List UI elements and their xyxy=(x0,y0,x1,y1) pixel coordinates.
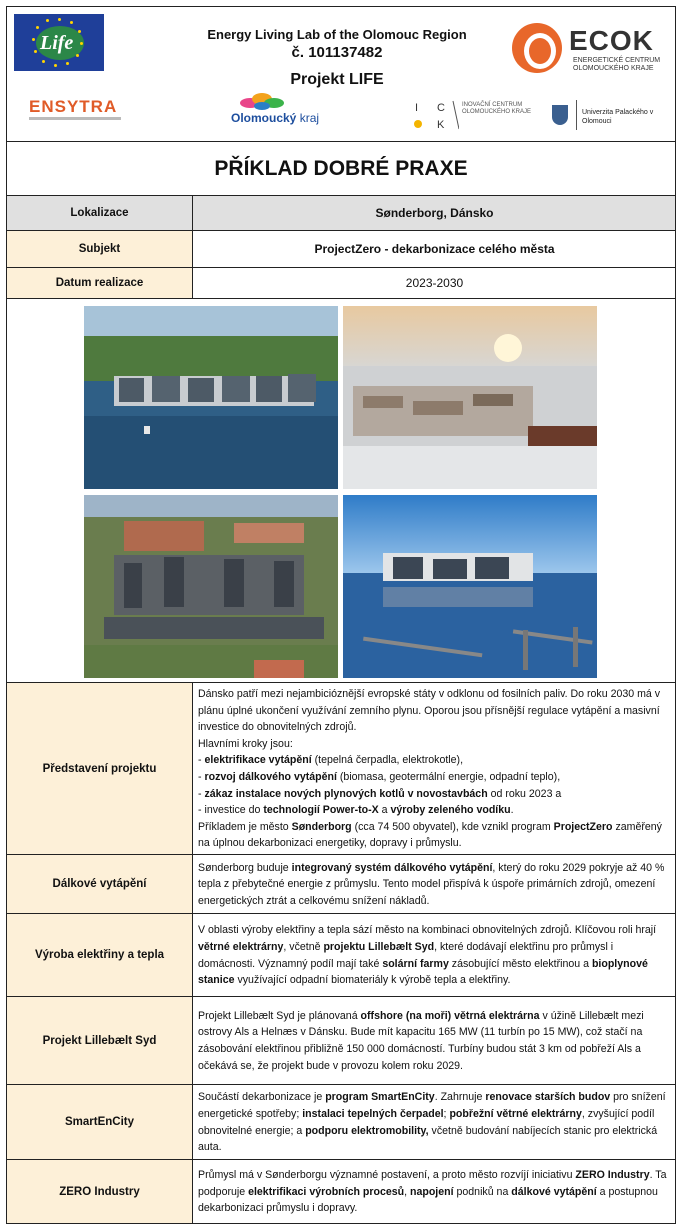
info-label: Subjekt xyxy=(7,231,193,267)
text-run: zásobující město elektřinou a xyxy=(448,957,592,970)
text-run: - investice do xyxy=(198,804,264,817)
section-power-heat xyxy=(7,913,675,996)
upol-divider xyxy=(576,100,577,130)
ecok-logo-subtitle: ENERGETICKÉ CENTRUM OLOMOUCKÉHO KRAJE xyxy=(573,57,661,72)
section-text xyxy=(194,855,675,913)
text-run: a xyxy=(378,804,391,817)
olomoucky-kraj-flower-icon xyxy=(232,92,294,112)
bold-text: ZERO Industry xyxy=(575,1169,650,1182)
header-title: Energy Living Lab of the Olomouc Region xyxy=(207,27,467,42)
life-logo xyxy=(14,14,104,71)
harbour-reflection-photo xyxy=(343,495,597,678)
text-run: Projekt Lillebælt Syd je plánovaná xyxy=(198,1009,361,1022)
text-run: (biomasa, geotermální energie, odpadní teplo), xyxy=(336,771,561,783)
ensytra-logo-underline xyxy=(29,117,121,120)
bold-text: pobřežní větrné elektrárny xyxy=(449,1107,582,1120)
text-run: od roku 2023 a xyxy=(487,787,562,800)
document-page xyxy=(6,6,676,1224)
text-run: . Zahrnuje xyxy=(434,1091,486,1104)
section-label: ZERO Industry xyxy=(7,1160,193,1223)
photo-grid xyxy=(7,298,675,682)
text-run: - xyxy=(198,771,205,783)
text-run: pro snížení energetické spotřeby; xyxy=(198,1091,666,1120)
ecok-logo-text: ECOK xyxy=(569,25,654,56)
info-value: 2023-2030 xyxy=(405,276,464,290)
life-logo-text: Life xyxy=(40,32,74,54)
section-text xyxy=(194,1085,675,1159)
section-label: Výroba elektřiny a tepla xyxy=(7,914,193,996)
info-row-location xyxy=(7,195,675,230)
section-text xyxy=(194,1160,675,1223)
waterfront-buildings-photo xyxy=(84,306,338,489)
text-run: V oblasti výroby elektřiny a tepla sází město na kombinaci obnovitelných zdrojů. Klíčovou roli hrají xyxy=(198,924,657,937)
bold-text: projektu Lillebælt Syd xyxy=(323,940,435,953)
svg-text:I: I xyxy=(415,102,419,114)
bold-text: elektrifikace vytápění xyxy=(204,754,312,767)
icek-logo-icon xyxy=(409,99,459,131)
bold-text: renovace starších budov xyxy=(485,1091,611,1104)
text-run: , xyxy=(404,1185,410,1198)
text-run: , které dodávají elektřinu pro průmysl i domácnosti. Významný podíl mají také xyxy=(198,940,614,970)
text-run: - xyxy=(198,787,205,800)
bold-text: výroby zeleného vodíku xyxy=(390,804,511,817)
section-project-intro xyxy=(7,682,675,854)
svg-text:C: C xyxy=(437,102,445,114)
section-label: Projekt Lillebælt Syd xyxy=(7,997,193,1084)
svg-text:K: K xyxy=(437,119,445,131)
icek-logo-text: INOVAČNÍ CENTRUM OLOMOUCKÉHO KRAJE xyxy=(462,102,532,115)
bold-text: větrné elektrárny xyxy=(198,940,284,953)
project-number: č. 101137482 xyxy=(291,44,383,61)
text-run: , zvyšující podíl obnovitelné energie; a xyxy=(198,1107,655,1137)
bold-text: solární farmy xyxy=(382,957,449,970)
text-run: včetně budování nabíjecích stanic pro elektrická auta. xyxy=(198,1124,658,1154)
section-smartencity xyxy=(7,1084,675,1159)
info-label: Datum realizace xyxy=(7,268,193,298)
bold-text: ProjectZero xyxy=(553,820,613,833)
section-label: Představení projektu xyxy=(7,683,193,854)
text-run: ; xyxy=(443,1107,450,1120)
section-text xyxy=(194,683,675,854)
section-label: Dálkové vytápění xyxy=(7,855,193,913)
text-run: Příkladem je město xyxy=(198,820,292,833)
ecok-logo-icon xyxy=(512,23,562,73)
text-run: využívající odpadní biomateriály k výrobě tepla a elektřiny. xyxy=(234,974,511,987)
text-run: (tepelná čerpadla, elektrokotle), xyxy=(311,754,464,767)
bold-text: elektrifikaci výrobních procesů xyxy=(248,1185,405,1198)
olomoucky-kraj-suffix: kraj xyxy=(299,111,320,125)
text-run: Součástí dekarbonizace je xyxy=(198,1091,326,1104)
olomoucky-kraj-logo xyxy=(231,111,319,125)
text-run: (cca 74 500 obyvatel), kde vznikl program xyxy=(351,820,554,833)
text-run: Hlavními kroky jsou: xyxy=(198,737,293,750)
upol-shield-icon xyxy=(552,105,568,125)
text-run: v úžině Lillebælt mezi ostrovy Als a Helnæs v Dánsku. Bude mít kapacitu 165 MW (11 turbín po 15 MW), což stačí na zásobování elektřinou přibližně 150 000 domácností. Turbíny budou stát 3 km od pobřeží Als a očekává se, že projekt bude v provozu kolem roku 2029. xyxy=(198,1009,644,1072)
bold-text: napojení xyxy=(410,1185,454,1198)
bold-text: offshore (na moři) větrná elektrárna xyxy=(360,1009,540,1022)
text-run: . Ta podporuje xyxy=(198,1169,667,1198)
text-run: podniků na xyxy=(453,1185,512,1198)
aerial-campus-photo xyxy=(84,495,338,678)
text-run: Dánsko patří mezi nejambicióznější evropské státy v odklonu od fosilních paliv. Do roku 2030 má v plánu úplné ukončení využívání zemního plynu. Oporou jsou přísnější regulace vytápění a masivní investice do obnovitelných zdrojů. xyxy=(198,688,661,734)
text-run: a postupnou dekarbonizaci průmyslu i dopravy. xyxy=(198,1185,658,1215)
bold-text: podporu elektromobility, xyxy=(305,1124,429,1137)
bold-text: Sønderborg xyxy=(291,820,352,833)
bold-text: dálkové vytápění xyxy=(511,1185,597,1198)
section-zero-industry xyxy=(7,1159,675,1223)
snowy-town-photo xyxy=(343,306,597,489)
info-value: ProjectZero - dekarbonizace celého města xyxy=(314,242,555,256)
bold-text: zákaz instalace nových plynových kotlů v novostavbách xyxy=(204,787,488,800)
info-label: Lokalizace xyxy=(7,196,193,230)
text-run: , který do roku 2029 pokryje až 40 % tepla z přebytečné energie z průmyslu. Tento model přispívá k úspoře primárních zdrojů, omezení energetických ztrát a celkovému snížení nákladů. xyxy=(198,861,665,907)
olomoucky-kraj-name: Olomoucký xyxy=(231,111,297,125)
section-text xyxy=(194,914,675,996)
info-value: Sønderborg, Dánsko xyxy=(375,206,494,220)
text-run: . xyxy=(510,804,514,817)
bold-text: technologií Power-to-X xyxy=(263,804,379,817)
bold-text: integrovaný systém dálkového vytápění xyxy=(291,861,493,874)
project-name: Projekt LIFE xyxy=(290,71,384,88)
section-district-heating xyxy=(7,854,675,913)
section-label: SmartEnCity xyxy=(7,1085,193,1159)
text-run: , včetně xyxy=(283,940,324,953)
info-row-date xyxy=(7,267,675,298)
text-run: Sønderborg buduje xyxy=(198,861,292,874)
text-run: Průmysl má v Sønderborgu významné postavení, a proto město rozvíjí iniciativu xyxy=(198,1169,576,1182)
bold-text: bioplynové stanice xyxy=(198,957,648,987)
bold-text: program SmartEnCity xyxy=(325,1091,435,1104)
text-run: - xyxy=(198,754,205,767)
page-title: PŘÍKLAD DOBRÉ PRAXE xyxy=(214,157,468,180)
upol-logo-text: Univerzita Palackého v Olomouci xyxy=(582,109,654,125)
text-run: zaměřený na úplnou dekarbonizaci energetiky, dopravy i průmyslu. xyxy=(198,820,662,850)
header xyxy=(7,7,675,141)
section-text xyxy=(194,997,675,1084)
section-lillebaelt-syd xyxy=(7,996,675,1084)
bold-text: instalaci tepelných čerpadel xyxy=(302,1107,444,1120)
info-row-subject xyxy=(7,230,675,267)
ensytra-logo: ENSYTRA xyxy=(29,97,118,116)
bold-text: rozvoj dálkového vytápění xyxy=(204,771,337,783)
